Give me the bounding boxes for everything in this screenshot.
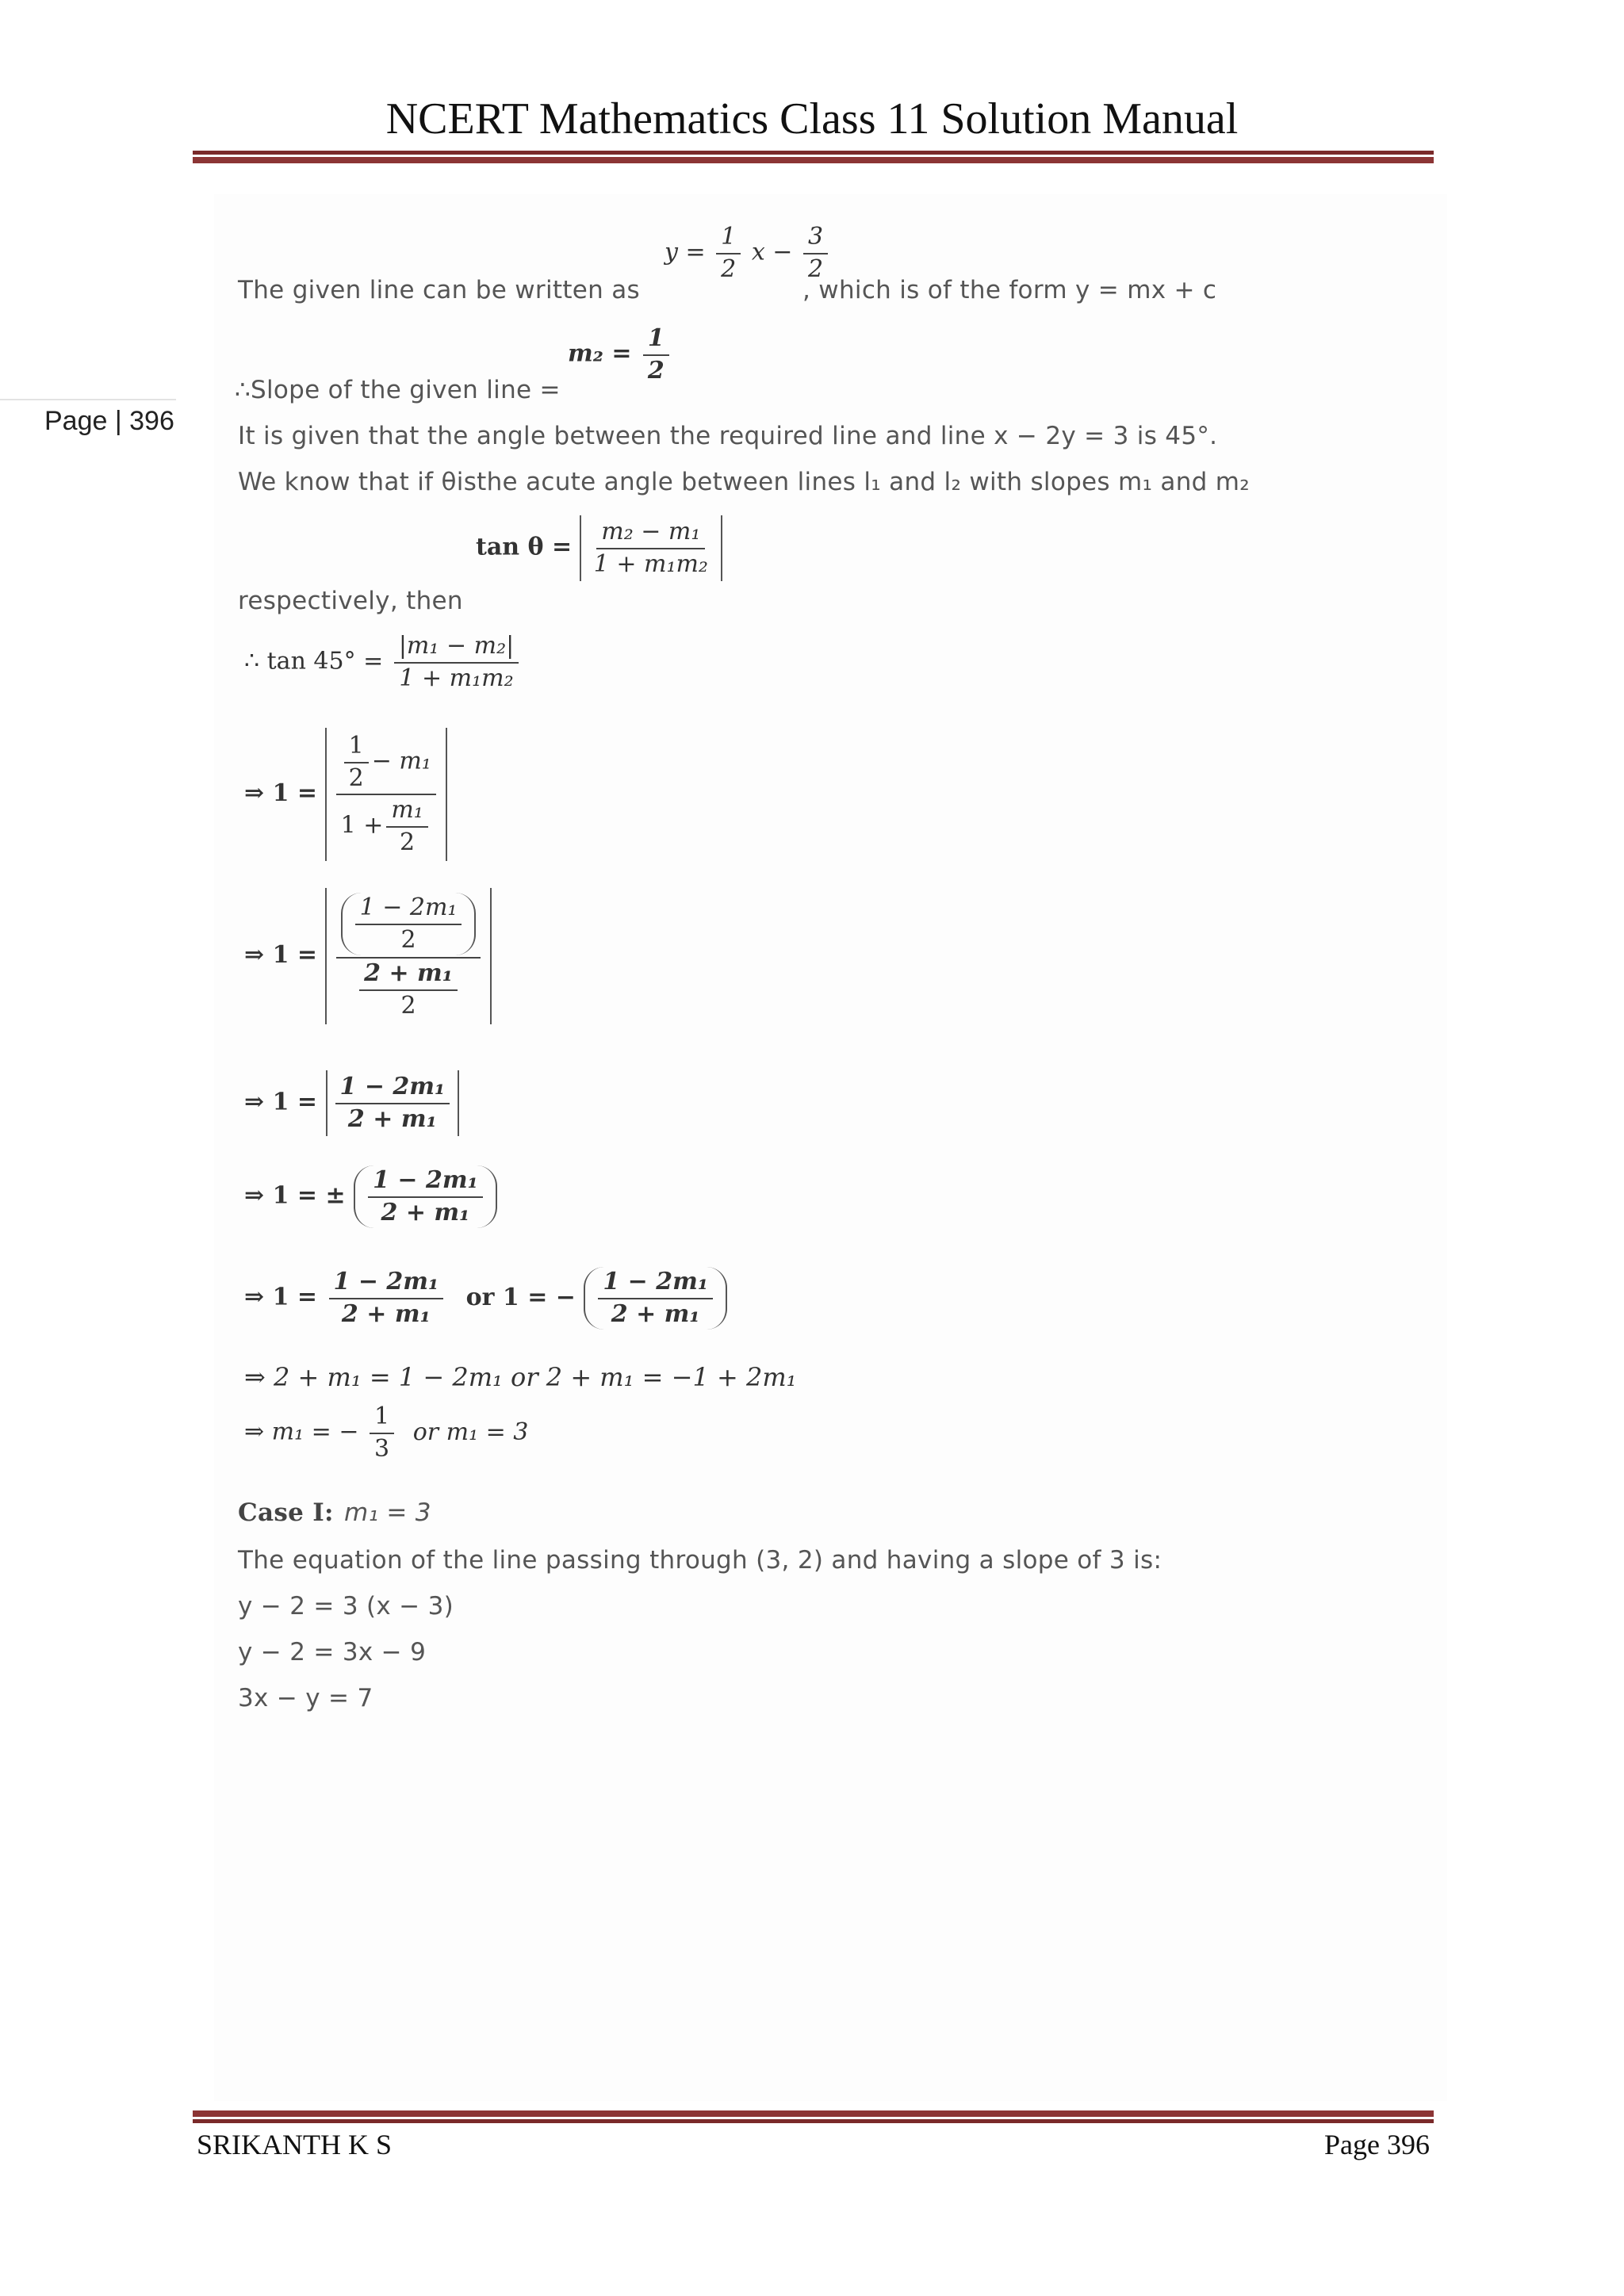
footer-rule-thick bbox=[193, 2110, 1434, 2117]
angle-text: It is given that the angle between the required line and line x − 2y = 3 is 45°. bbox=[238, 422, 1218, 450]
equation-line-b: y − 2 = 3x − 9 bbox=[238, 1638, 427, 1667]
step7-equation: ⇒ m₁ = − $\frac{1}{3}$ or m₁ = 3 bbox=[244, 1402, 529, 1463]
footer-author: SRIKANTH K S bbox=[197, 2129, 393, 2160]
tan45-formula: ∴ tan 45° = $\frac{\text{|m₁ − m₂|}}{\text{1 + m₁m₂}}$ bbox=[244, 633, 522, 692]
equation-intro-text: The equation of the line passing through (3, 2) and having a slope of 3 is: bbox=[238, 1546, 1162, 1575]
step6-equation: ⇒ 2 + m₁ = 1 − 2m₁ or 2 + m₁ = −1 + 2m₁ bbox=[244, 1362, 797, 1392]
step4-equation: ⇒ 1 = ± $\frac{\text{1 − 2m₁}}{\text{2 + m₁}}$ bbox=[244, 1165, 497, 1228]
line1-prefix: The given line can be written as bbox=[238, 276, 641, 304]
slope-equation: m₂ = $\frac{1}{2}$ bbox=[568, 325, 672, 385]
margin-divider bbox=[0, 399, 176, 400]
header-rule bbox=[193, 151, 1434, 155]
line1-suffix: , which is of the form y = mx + c bbox=[802, 276, 1217, 304]
equation-line-a: y − 2 = 3 (x − 3) bbox=[238, 1592, 454, 1621]
header-rule-thick bbox=[193, 157, 1434, 163]
step1-equation: ⇒ 1 = $\frac{1}{2}$ − m₁ 1 + $\frac{\text{m₁}}{2}$ bbox=[244, 728, 447, 861]
line1-equation: y = $\frac{1}{2}$ x − $\frac{3}{2}$ bbox=[665, 224, 831, 283]
case-equation: m₁ = 3 bbox=[344, 1498, 431, 1527]
header-title: NCERT Mathematics Class 11 Solution Manual bbox=[385, 94, 1239, 144]
step5-equation: ⇒ 1 = $\frac{\text{1 − 2m₁}}{\text{2 + m₁}}$ or 1 = − $\frac{\text{1 − 2m₁}}{\text{2 + m₁}}$ bbox=[244, 1267, 727, 1330]
equation-line-c: 3x − y = 7 bbox=[238, 1684, 373, 1712]
respectively-text: respectively, then bbox=[238, 587, 463, 615]
margin-page-label: Page | 396 bbox=[44, 406, 174, 436]
know-text: We know that if θisthe acute angle between lines l₁ and l₂ with slopes m₁ and m₂ bbox=[238, 468, 1251, 496]
slope-label: ∴Slope of the given line = bbox=[235, 376, 561, 404]
footer-rule bbox=[193, 2119, 1434, 2123]
step2-equation: ⇒ 1 = $\frac{\frac{\text{1 − 2m₁}}{2}}{\frac{\text{2 + m₁}}{2}}$ bbox=[244, 888, 492, 1024]
footer-page-number: Page 396 bbox=[1324, 2129, 1430, 2160]
tan-theta-formula: tan θ = $\frac{\text{m₂ − m₁}}{\text{1 + m₁m₂}}$ bbox=[476, 515, 722, 581]
step3-equation: ⇒ 1 = $\frac{\text{1 − 2m₁}}{\text{2 + m₁}}$ bbox=[244, 1070, 459, 1136]
case-label: Case I: bbox=[238, 1498, 334, 1527]
